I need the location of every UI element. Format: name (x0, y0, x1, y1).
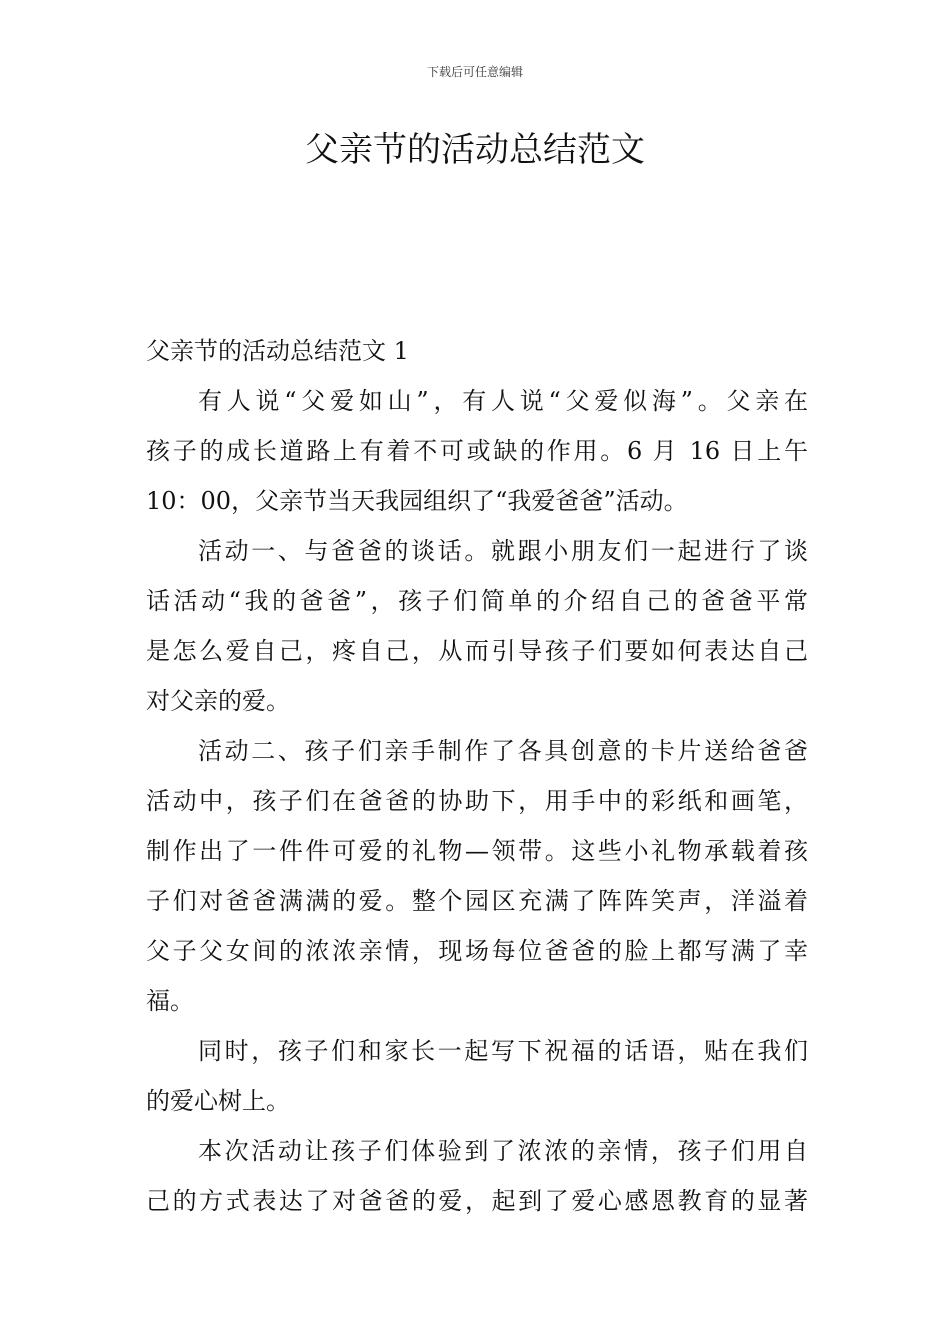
paragraph-line: 子们对爸爸满满的爱。整个园区充满了阵阵笑声，洋溢着 (146, 887, 808, 915)
paragraph-3 (146, 726, 808, 1026)
header-note: 下载后可任意编辑 (426, 65, 523, 79)
paragraph-line: 话活动“我的爸爸”，孩子们简单的介绍自己的爸爸平常 (146, 587, 808, 615)
paragraph-line: 同时，孩子们和家长一起写下祝福的话语，贴在我们 (198, 1037, 808, 1065)
paragraph-line: 福。 (146, 987, 194, 1015)
paragraph-line: 对父亲的爱。 (146, 687, 290, 715)
document-title: 父亲节的活动总结范文 (305, 130, 645, 170)
paragraph-line: 有人说“父爱如山”，有人说“父爱似海”。父亲在 (198, 387, 808, 415)
paragraph-line: 10：00，父亲节当天我园组织了“我爱爸爸”活动。 (146, 487, 688, 515)
paragraph-line: 制作出了一件件可爱的礼物—领带。这些小礼物承载着孩 (146, 837, 808, 865)
paragraph-line: 孩子的成长道路上有着不可或缺的作用。6 月 16 日上午 (146, 437, 808, 465)
paragraph-line: 活动一、与爸爸的谈话。就跟小朋友们一起进行了谈 (198, 537, 808, 565)
paragraph-1 (146, 376, 808, 526)
paragraph-line: 己的方式表达了对爸爸的爱，起到了爱心感恩教育的显著 (146, 1187, 808, 1215)
paragraph-line: 父子父女间的浓浓亲情，现场每位爸爸的脸上都写满了幸 (146, 937, 808, 965)
paragraph-line: 的爱心树上。 (146, 1087, 290, 1115)
paragraph-2 (146, 526, 808, 726)
paragraph-line: 本次活动让孩子们体验到了浓浓的亲情，孩子们用自 (198, 1137, 808, 1165)
paragraph-line: 活动二、孩子们亲手制作了各具创意的卡片送给爸爸 (198, 737, 808, 765)
section-heading: 父亲节的活动总结范文 1 (146, 337, 409, 365)
paragraph-4 (146, 1026, 808, 1126)
document-body (146, 326, 808, 1226)
paragraph-line: 活动中，孩子们在爸爸的协助下，用手中的彩纸和画笔， (146, 787, 808, 815)
paragraph-line: 是怎么爱自己，疼自己，从而引导孩子们要如何表达自己 (146, 637, 808, 665)
paragraph-5 (146, 1126, 808, 1226)
